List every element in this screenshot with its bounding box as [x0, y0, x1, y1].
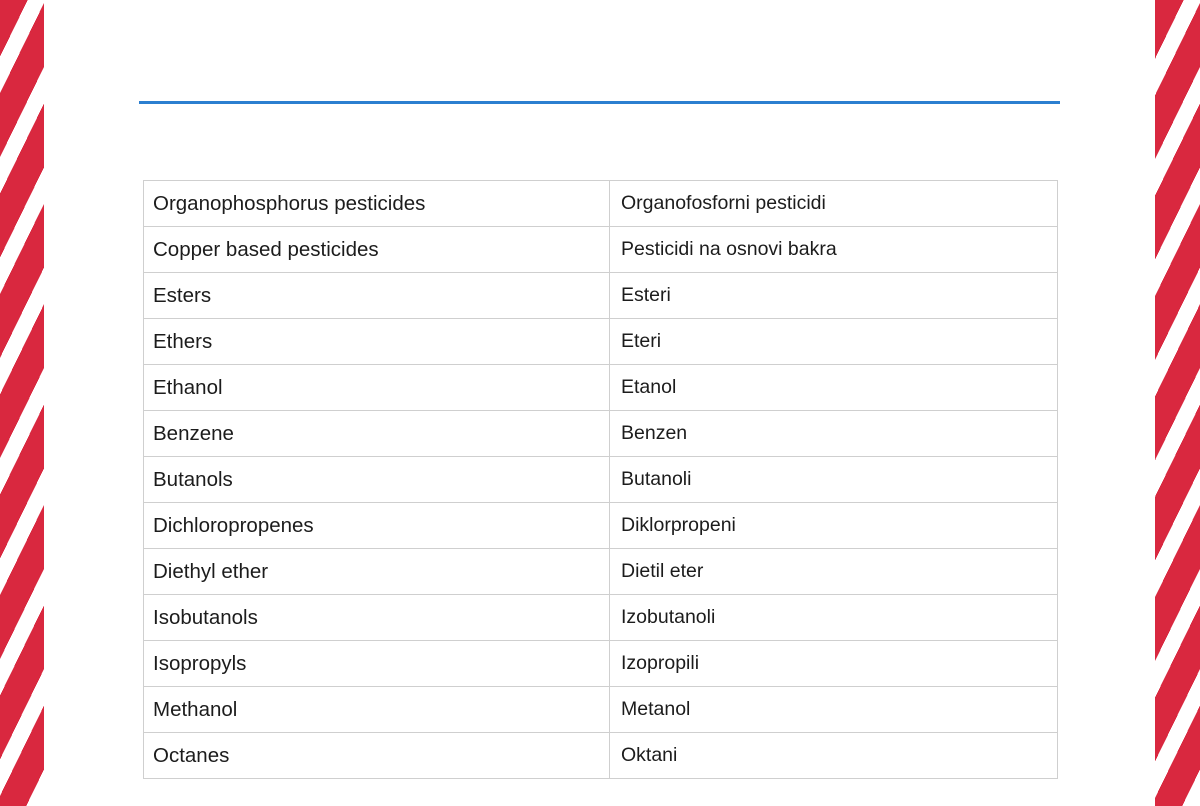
left-hazard-stripe-border: [0, 0, 44, 806]
english-term: Dichloropropenes: [144, 503, 610, 549]
translated-term: Benzen: [610, 411, 1058, 457]
translated-term: Butanoli: [610, 457, 1058, 503]
table-row: [144, 273, 1058, 319]
table-row: [144, 733, 1058, 779]
translation-table: [143, 180, 1058, 779]
header-divider-line: [139, 101, 1060, 104]
english-term: Isopropyls: [144, 641, 610, 687]
table-row: [144, 227, 1058, 273]
translated-term: Metanol: [610, 687, 1058, 733]
table-row: [144, 687, 1058, 733]
translated-term: Organofosforni pesticidi: [610, 181, 1058, 227]
table-row: [144, 411, 1058, 457]
right-hazard-stripe-border: [1155, 0, 1200, 806]
table-row: [144, 595, 1058, 641]
english-term: Copper based pesticides: [144, 227, 610, 273]
translated-term: Diklorpropeni: [610, 503, 1058, 549]
english-term: Organophosphorus pesticides: [144, 181, 610, 227]
translated-term: Eteri: [610, 319, 1058, 365]
english-term: Butanols: [144, 457, 610, 503]
translated-term: Esteri: [610, 273, 1058, 319]
translated-term: Izobutanoli: [610, 595, 1058, 641]
english-term: Isobutanols: [144, 595, 610, 641]
english-term: Diethyl ether: [144, 549, 610, 595]
english-term: Ethanol: [144, 365, 610, 411]
english-term: Esters: [144, 273, 610, 319]
table-row: [144, 503, 1058, 549]
table-row: [144, 319, 1058, 365]
english-term: Octanes: [144, 733, 610, 779]
table-row: [144, 549, 1058, 595]
translated-term: Pesticidi na osnovi bakra: [610, 227, 1058, 273]
table-row: [144, 457, 1058, 503]
table-row: [144, 365, 1058, 411]
translated-term: Oktani: [610, 733, 1058, 779]
translated-term: Izopropili: [610, 641, 1058, 687]
translated-term: Dietil eter: [610, 549, 1058, 595]
table-row: [144, 181, 1058, 227]
english-term: Benzene: [144, 411, 610, 457]
translated-term: Etanol: [610, 365, 1058, 411]
table-row: [144, 641, 1058, 687]
english-term: Ethers: [144, 319, 610, 365]
english-term: Methanol: [144, 687, 610, 733]
